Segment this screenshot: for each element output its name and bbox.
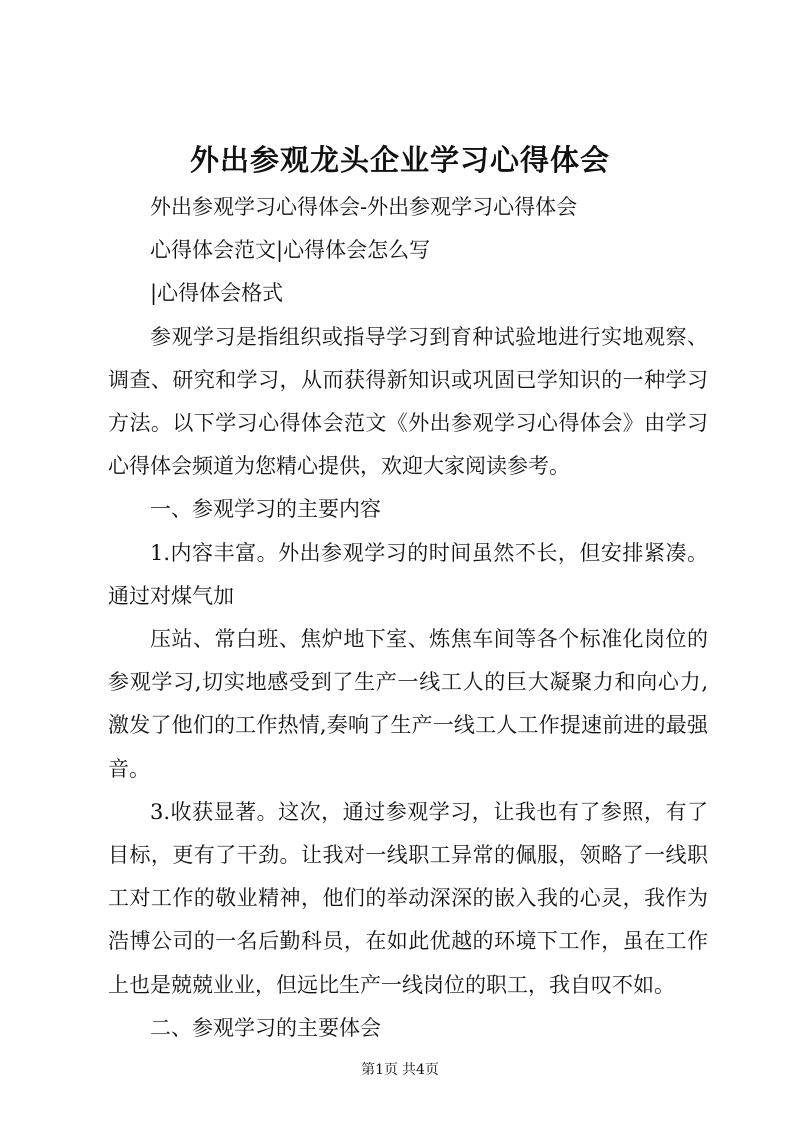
document-title: 外出参观龙头企业学习心得体会: [189, 143, 610, 177]
paragraph-format: |心得体会格式: [150, 281, 284, 306]
section-heading-2: 二、参观学习的主要体会: [150, 1015, 381, 1040]
page-number: 第1页: [361, 1062, 398, 1078]
paragraph-item-1-continued: 压站、常白班、焦炉地下室、炼焦车间等各个标准化岗位的参观学习,切实地感受到了生产一线工人的巨大凝聚力和向心力,激发了他们的工作热情,奏响了生产一线工人工作提速前进的最强音。: [108, 627, 708, 781]
page-footer: [0, 1060, 800, 1080]
paragraph-category: 心得体会范文|心得体会怎么写: [150, 238, 431, 263]
paragraph-intro: 参观学习是指组织或指导学习到育种试验地进行实地观察、调查、研究和学习，从而获得新知识或巩固已学知识的一种学习方法。以下学习心得体会范文《外出参观学习心得体会》由学习心得体会频道为您精心提供，欢迎大家阅读参考。: [108, 324, 708, 479]
paragraph-subtitle: 外出参观学习心得体会-外出参观学习心得体会: [150, 195, 578, 219]
paragraph-item-3: 3.收获显著。这次，通过参观学习，让我也有了参照，有了目标，更有了干劲。让我对一线职工异常的佩服，领略了一线职工对工作的敬业精神，他们的举动深深的嵌入我的心灵，我作为浩博公司的一名后勤科员，在如此优越的环境下工作，虽在工作上也是兢兢业业，但远比生产一线岗位的职工，我自叹不如。: [108, 799, 708, 997]
paragraph-item-1: 1.内容丰富。外出参观学习的时间虽然不长，但安排紧凑。通过对煤气加: [108, 540, 708, 608]
page-total: 共4页: [402, 1062, 439, 1078]
document-body: [108, 186, 708, 1050]
section-heading-1: 一、参观学习的主要内容: [150, 497, 381, 522]
